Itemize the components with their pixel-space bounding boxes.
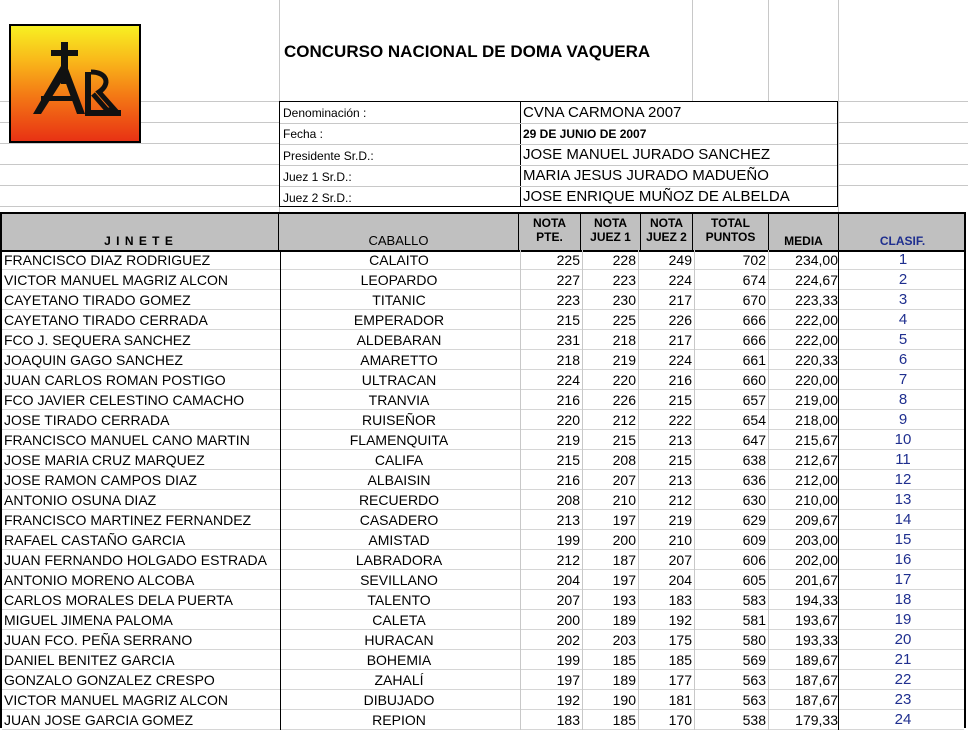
cell-nota-pte: 200 xyxy=(556,612,580,628)
divider xyxy=(838,670,839,690)
cell-caballo: LABRADORA xyxy=(355,552,443,568)
cell-clasif: 10 xyxy=(894,431,912,448)
cell-nota-pte: 227 xyxy=(556,272,580,288)
cell-nota-juez1: 218 xyxy=(612,332,636,348)
divider xyxy=(838,410,839,430)
cell-caballo: EMPERADOR xyxy=(353,312,445,328)
cell-media: 234,00 xyxy=(795,252,838,268)
cell-nota-juez2: 207 xyxy=(668,552,692,568)
cell-caballo: CALIFA xyxy=(374,452,424,468)
cell-media: 215,67 xyxy=(795,432,838,448)
grid-line xyxy=(768,0,769,101)
cell-clasif: 12 xyxy=(894,471,912,488)
cell-jinete: JUAN FCO. PEÑA SERRANO xyxy=(4,632,193,648)
cell-media: 224,67 xyxy=(795,272,838,288)
cell-nota-pte: 218 xyxy=(556,352,580,368)
cell-caballo: ULTRACAN xyxy=(361,372,437,388)
cell-nota-juez2: 249 xyxy=(668,252,692,268)
cell-nota-pte: 192 xyxy=(556,692,580,708)
cell-clasif: 16 xyxy=(894,551,912,568)
cell-nota-pte: 199 xyxy=(556,532,580,548)
cell-nota-juez1: 220 xyxy=(612,372,636,388)
table-row xyxy=(2,450,964,470)
cell-jinete: CAYETANO TIRADO CERRADA xyxy=(4,312,208,328)
header-nota-juez1-line1: NOTA xyxy=(593,216,628,230)
header-jinete: J I N E T E xyxy=(104,234,174,248)
cell-jinete: FCO J. SEQUERA SANCHEZ xyxy=(4,332,191,348)
cell-nota-juez2: 226 xyxy=(668,312,692,328)
cell-nota-juez1: 187 xyxy=(612,552,636,568)
cell-nota-pte: 216 xyxy=(556,392,580,408)
fecha-label: Fecha : xyxy=(283,127,324,141)
cell-nota-juez1: 228 xyxy=(612,252,636,268)
grid-line xyxy=(838,143,968,144)
cell-clasif: 22 xyxy=(894,671,912,688)
cell-nota-juez2: 170 xyxy=(668,712,692,728)
cell-nota-juez1: 190 xyxy=(612,692,636,708)
cell-jinete: FRANCISCO DIAZ RODRIGUEZ xyxy=(4,252,211,268)
cell-clasif: 8 xyxy=(898,391,908,408)
divider xyxy=(838,310,839,330)
cell-clasif: 5 xyxy=(898,331,908,348)
presidente-value: JOSE MANUEL JURADO SANCHEZ xyxy=(523,146,770,163)
cell-clasif: 14 xyxy=(894,511,912,528)
cell-nota-juez2: 210 xyxy=(668,532,692,548)
cell-clasif: 19 xyxy=(894,611,912,628)
cell-media: 223,33 xyxy=(795,292,838,308)
divider xyxy=(838,370,839,390)
table-row xyxy=(2,290,964,310)
cell-media: 212,67 xyxy=(795,452,838,468)
juez2-label: Juez 2 Sr.D.: xyxy=(283,191,352,205)
cell-clasif: 21 xyxy=(894,651,912,668)
cell-total-puntos: 666 xyxy=(742,312,766,328)
juez2-value: JOSE ENRIQUE MUÑOZ DE ALBELDA xyxy=(523,188,790,205)
table-row xyxy=(2,630,964,650)
cell-total-puntos: 670 xyxy=(742,292,766,308)
cell-caballo: BOHEMIA xyxy=(366,652,432,668)
cell-media: 203,00 xyxy=(795,532,838,548)
cell-jinete: RAFAEL CASTAÑO GARCIA xyxy=(4,532,186,548)
cell-jinete: JUAN JOSE GARCIA GOMEZ xyxy=(4,712,194,728)
table-row xyxy=(2,390,964,410)
cell-caballo: TITANIC xyxy=(372,292,426,308)
cell-media: 187,67 xyxy=(795,692,838,708)
cell-caballo: ALBAISIN xyxy=(367,472,431,488)
table-row xyxy=(2,350,964,370)
divider xyxy=(838,610,839,630)
divider xyxy=(838,510,839,530)
cell-caballo: AMARETTO xyxy=(360,352,438,368)
denominacion-label: Denominación : xyxy=(283,106,367,120)
fecha-value: 29 DE JUNIO DE 2007 xyxy=(523,127,647,141)
cell-nota-pte: 183 xyxy=(556,712,580,728)
cell-clasif: 20 xyxy=(894,631,912,648)
cell-clasif: 23 xyxy=(894,691,912,708)
cell-media: 201,67 xyxy=(795,572,838,588)
cell-nota-juez2: 192 xyxy=(668,612,692,628)
cell-nota-pte: 225 xyxy=(556,252,580,268)
cell-media: 202,00 xyxy=(795,552,838,568)
cell-media: 222,00 xyxy=(795,332,838,348)
cell-clasif: 13 xyxy=(894,491,912,508)
table-row xyxy=(2,590,964,610)
cell-nota-pte: 197 xyxy=(556,672,580,688)
cell-total-puntos: 581 xyxy=(742,612,766,628)
cell-nota-pte: 215 xyxy=(556,312,580,328)
cell-nota-juez1: 193 xyxy=(612,592,636,608)
divider xyxy=(838,650,839,670)
table-row xyxy=(2,410,964,430)
cell-nota-juez2: 224 xyxy=(668,352,692,368)
cell-nota-juez1: 208 xyxy=(612,452,636,468)
cell-media: 218,00 xyxy=(795,412,838,428)
cell-total-puntos: 630 xyxy=(742,492,766,508)
grid-line xyxy=(838,185,968,186)
table-row xyxy=(2,310,964,330)
cell-nota-juez2: 204 xyxy=(668,572,692,588)
cell-nota-juez1: 215 xyxy=(612,432,636,448)
cell-media: 209,67 xyxy=(795,512,838,528)
cell-clasif: 6 xyxy=(898,351,908,368)
cell-clasif: 3 xyxy=(898,291,908,308)
divider xyxy=(838,690,839,710)
cell-nota-juez1: 197 xyxy=(612,572,636,588)
cell-media: 220,00 xyxy=(795,372,838,388)
cell-clasif: 2 xyxy=(898,271,908,288)
cell-jinete: VICTOR MANUEL MAGRIZ ALCON xyxy=(4,692,229,708)
table-row xyxy=(2,530,964,550)
cell-nota-juez1: 185 xyxy=(612,652,636,668)
info-row-denominacion xyxy=(280,102,837,123)
cell-caballo: RECUERDO xyxy=(358,492,440,508)
cell-nota-pte: 204 xyxy=(556,572,580,588)
cell-media: 193,33 xyxy=(795,632,838,648)
cell-jinete: ANTONIO OSUNA DIAZ xyxy=(4,492,157,508)
table-row xyxy=(2,650,964,670)
info-row-juez2 xyxy=(280,186,837,207)
divider xyxy=(838,490,839,510)
cell-clasif: 15 xyxy=(894,531,912,548)
cell-caballo: FLAMENQUITA xyxy=(349,432,449,448)
cell-caballo: AMISTAD xyxy=(368,532,430,548)
cell-jinete: ANTONIO MORENO ALCOBA xyxy=(4,572,195,588)
cell-jinete: CARLOS MORALES DELA PUERTA xyxy=(4,592,233,608)
grid-line xyxy=(838,0,839,212)
divider xyxy=(838,250,839,270)
divider xyxy=(838,450,839,470)
cell-nota-juez1: 207 xyxy=(612,472,636,488)
divider xyxy=(838,530,839,550)
cell-total-puntos: 583 xyxy=(742,592,766,608)
cell-nota-pte: 199 xyxy=(556,652,580,668)
divider xyxy=(838,330,839,350)
cell-nota-pte: 219 xyxy=(556,432,580,448)
grid-line xyxy=(0,206,279,207)
divider xyxy=(838,570,839,590)
cell-nota-juez2: 216 xyxy=(668,372,692,388)
cell-nota-juez2: 213 xyxy=(668,432,692,448)
table-header xyxy=(0,212,966,252)
cell-media: 212,00 xyxy=(795,472,838,488)
cell-jinete: GONZALO GONZALEZ CRESPO xyxy=(4,672,215,688)
info-row-fecha xyxy=(280,123,837,144)
logo xyxy=(9,24,141,143)
cell-jinete: JUAN CARLOS ROMAN POSTIGO xyxy=(4,372,226,388)
cell-caballo: ALDEBARAN xyxy=(356,332,442,348)
presidente-label: Presidente Sr.D.: xyxy=(283,149,374,163)
cell-nota-juez2: 217 xyxy=(668,292,692,308)
cell-nota-pte: 223 xyxy=(556,292,580,308)
grid-line xyxy=(838,122,968,123)
cell-total-puntos: 636 xyxy=(742,472,766,488)
cell-nota-juez2: 217 xyxy=(668,332,692,348)
cell-total-puntos: 563 xyxy=(742,692,766,708)
cell-caballo: CALAITO xyxy=(369,252,429,268)
cell-total-puntos: 609 xyxy=(742,532,766,548)
cell-jinete: JOSE MARIA CRUZ MARQUEZ xyxy=(4,452,205,468)
info-row-juez1 xyxy=(280,165,837,186)
cell-caballo: DIBUJADO xyxy=(363,692,435,708)
cell-clasif: 17 xyxy=(894,571,912,588)
table-row xyxy=(2,550,964,570)
cell-jinete: MIGUEL JIMENA PALOMA xyxy=(4,612,173,628)
cell-caballo: TRANVIA xyxy=(368,392,430,408)
cell-nota-juez1: 219 xyxy=(612,352,636,368)
cell-nota-juez2: 222 xyxy=(668,412,692,428)
denominacion-value: CVNA CARMONA 2007 xyxy=(523,104,682,121)
cell-clasif: 24 xyxy=(894,711,912,728)
grid-line xyxy=(0,164,279,165)
header-nota-juez2 xyxy=(641,216,692,244)
table-row xyxy=(2,510,964,530)
cell-clasif: 7 xyxy=(898,371,908,388)
cell-clasif: 11 xyxy=(895,451,911,468)
cell-clasif: 18 xyxy=(894,591,912,608)
cell-jinete: DANIEL BENITEZ GARCIA xyxy=(4,652,175,668)
cell-nota-juez1: 203 xyxy=(612,632,636,648)
cell-caballo: CASADERO xyxy=(359,512,439,528)
divider xyxy=(838,470,839,490)
cell-media: 193,67 xyxy=(795,612,838,628)
cell-total-puntos: 580 xyxy=(742,632,766,648)
grid-line xyxy=(0,185,279,186)
header-clasif: CLASIF. xyxy=(879,234,926,248)
divider xyxy=(838,710,839,730)
cell-nota-juez1: 200 xyxy=(612,532,636,548)
cell-total-puntos: 654 xyxy=(742,412,766,428)
cell-jinete: JOSE TIRADO CERRADA xyxy=(4,412,170,428)
cell-total-puntos: 666 xyxy=(742,332,766,348)
header-nota-juez2-line2: JUEZ 2 xyxy=(646,230,687,244)
table-row xyxy=(2,490,964,510)
divider xyxy=(838,590,839,610)
table-row xyxy=(2,610,964,630)
cell-media: 194,33 xyxy=(795,592,838,608)
cell-nota-pte: 215 xyxy=(556,452,580,468)
cell-nota-pte: 213 xyxy=(556,512,580,528)
header-nota-pte xyxy=(519,216,580,244)
cell-jinete: VICTOR MANUEL MAGRIZ ALCON xyxy=(4,272,229,288)
cell-caballo: HURACAN xyxy=(364,632,434,648)
cell-caballo: REPION xyxy=(372,712,426,728)
juez1-value: MARIA JESUS JURADO MADUEÑO xyxy=(523,167,769,184)
cell-jinete: JUAN FERNANDO HOLGADO ESTRADA xyxy=(4,552,267,568)
table-row xyxy=(2,330,964,350)
cell-total-puntos: 638 xyxy=(742,452,766,468)
grid-line xyxy=(838,164,968,165)
cell-nota-pte: 224 xyxy=(556,372,580,388)
cell-total-puntos: 538 xyxy=(742,712,766,728)
cell-nota-juez2: 185 xyxy=(668,652,692,668)
cell-total-puntos: 605 xyxy=(742,572,766,588)
info-row-presidente xyxy=(280,144,837,165)
cell-caballo: SEVILLANO xyxy=(360,572,438,588)
cell-nota-pte: 231 xyxy=(556,332,580,348)
cell-nota-pte: 202 xyxy=(556,632,580,648)
divider xyxy=(838,550,839,570)
cell-nota-juez2: 215 xyxy=(668,452,692,468)
table-row xyxy=(2,570,964,590)
cell-media: 179,33 xyxy=(795,712,838,728)
cell-total-puntos: 702 xyxy=(742,252,766,268)
cell-nota-juez2: 175 xyxy=(668,632,692,648)
header-media: MEDIA xyxy=(784,234,823,248)
table-row xyxy=(2,430,964,450)
cell-total-puntos: 660 xyxy=(742,372,766,388)
header-caballo: CABALLO xyxy=(368,233,429,248)
divider xyxy=(838,430,839,450)
cell-media: 220,33 xyxy=(795,352,838,368)
cell-nota-pte: 216 xyxy=(556,472,580,488)
cell-jinete: JOSE RAMON CAMPOS DIAZ xyxy=(4,472,197,488)
cell-nota-juez1: 212 xyxy=(612,412,636,428)
cell-total-puntos: 647 xyxy=(742,432,766,448)
cell-total-puntos: 606 xyxy=(742,552,766,568)
divider xyxy=(838,290,839,310)
cell-caballo: ZAHALÍ xyxy=(374,672,424,688)
table-row xyxy=(2,690,964,710)
cell-nota-juez1: 223 xyxy=(612,272,636,288)
cell-total-puntos: 563 xyxy=(742,672,766,688)
cell-nota-pte: 208 xyxy=(556,492,580,508)
cell-nota-pte: 220 xyxy=(556,412,580,428)
header-nota-pte-line2: PTE. xyxy=(536,230,563,244)
table-row xyxy=(2,370,964,390)
header-nota-juez1 xyxy=(581,216,640,244)
cell-nota-juez1: 225 xyxy=(612,312,636,328)
table-row xyxy=(2,710,964,730)
cell-nota-juez1: 185 xyxy=(612,712,636,728)
cell-caballo: CALETA xyxy=(372,612,426,628)
cell-media: 187,67 xyxy=(795,672,838,688)
cell-clasif: 1 xyxy=(898,251,908,268)
cell-nota-juez1: 189 xyxy=(612,612,636,628)
cell-total-puntos: 569 xyxy=(742,652,766,668)
grid-line xyxy=(692,0,693,101)
cell-clasif: 9 xyxy=(898,411,908,428)
cell-nota-juez2: 212 xyxy=(668,492,692,508)
divider xyxy=(838,270,839,290)
header-total-line2: PUNTOS xyxy=(705,230,756,244)
cell-nota-juez1: 197 xyxy=(612,512,636,528)
header-total-line1: TOTAL xyxy=(711,216,750,230)
header-nota-juez2-line1: NOTA xyxy=(649,216,684,230)
cell-nota-juez2: 181 xyxy=(668,692,692,708)
cell-nota-juez2: 219 xyxy=(668,512,692,528)
cell-nota-juez2: 183 xyxy=(668,592,692,608)
table-row xyxy=(2,250,964,270)
table-row xyxy=(2,470,964,490)
header-nota-pte-line1: NOTA xyxy=(532,216,567,230)
table-row xyxy=(2,670,964,690)
cell-nota-juez1: 226 xyxy=(612,392,636,408)
juez1-label: Juez 1 Sr.D.: xyxy=(283,170,352,184)
cell-media: 210,00 xyxy=(795,492,838,508)
cell-media: 219,00 xyxy=(795,392,838,408)
cell-jinete: JOAQUIN GAGO SANCHEZ xyxy=(4,352,183,368)
cell-clasif: 4 xyxy=(898,311,908,328)
cell-total-puntos: 674 xyxy=(742,272,766,288)
header-total-puntos xyxy=(693,216,768,244)
cross-logo-icon xyxy=(11,26,139,141)
divider xyxy=(838,630,839,650)
cell-nota-pte: 212 xyxy=(556,552,580,568)
cell-jinete: FRANCISCO MARTINEZ FERNANDEZ xyxy=(4,512,252,528)
cell-media: 222,00 xyxy=(795,312,838,328)
divider xyxy=(838,390,839,410)
cell-caballo: TALENTO xyxy=(367,592,431,608)
grid-line xyxy=(838,101,968,102)
cell-nota-juez1: 189 xyxy=(612,672,636,688)
cell-jinete: FCO JAVIER CELESTINO CAMACHO xyxy=(4,392,245,408)
header-nota-juez1-line2: JUEZ 1 xyxy=(590,230,631,244)
table-row xyxy=(2,270,964,290)
cell-total-puntos: 661 xyxy=(742,352,766,368)
cell-nota-juez2: 224 xyxy=(668,272,692,288)
cell-nota-juez1: 230 xyxy=(612,292,636,308)
cell-nota-pte: 207 xyxy=(556,592,580,608)
cell-nota-juez2: 215 xyxy=(668,392,692,408)
divider xyxy=(838,350,839,370)
cell-nota-juez1: 210 xyxy=(612,492,636,508)
info-box xyxy=(279,101,838,207)
cell-nota-juez2: 177 xyxy=(668,672,692,688)
cell-caballo: RUISEÑOR xyxy=(362,412,436,428)
cell-nota-juez2: 213 xyxy=(668,472,692,488)
cell-total-puntos: 657 xyxy=(742,392,766,408)
cell-caballo: LEOPARDO xyxy=(360,272,438,288)
cell-jinete: FRANCISCO MANUEL CANO MARTIN xyxy=(4,432,250,448)
cell-total-puntos: 629 xyxy=(742,512,766,528)
cell-media: 189,67 xyxy=(795,652,838,668)
page-title: CONCURSO NACIONAL DE DOMA VAQUERA xyxy=(284,42,651,61)
cell-jinete: CAYETANO TIRADO GOMEZ xyxy=(4,292,191,308)
